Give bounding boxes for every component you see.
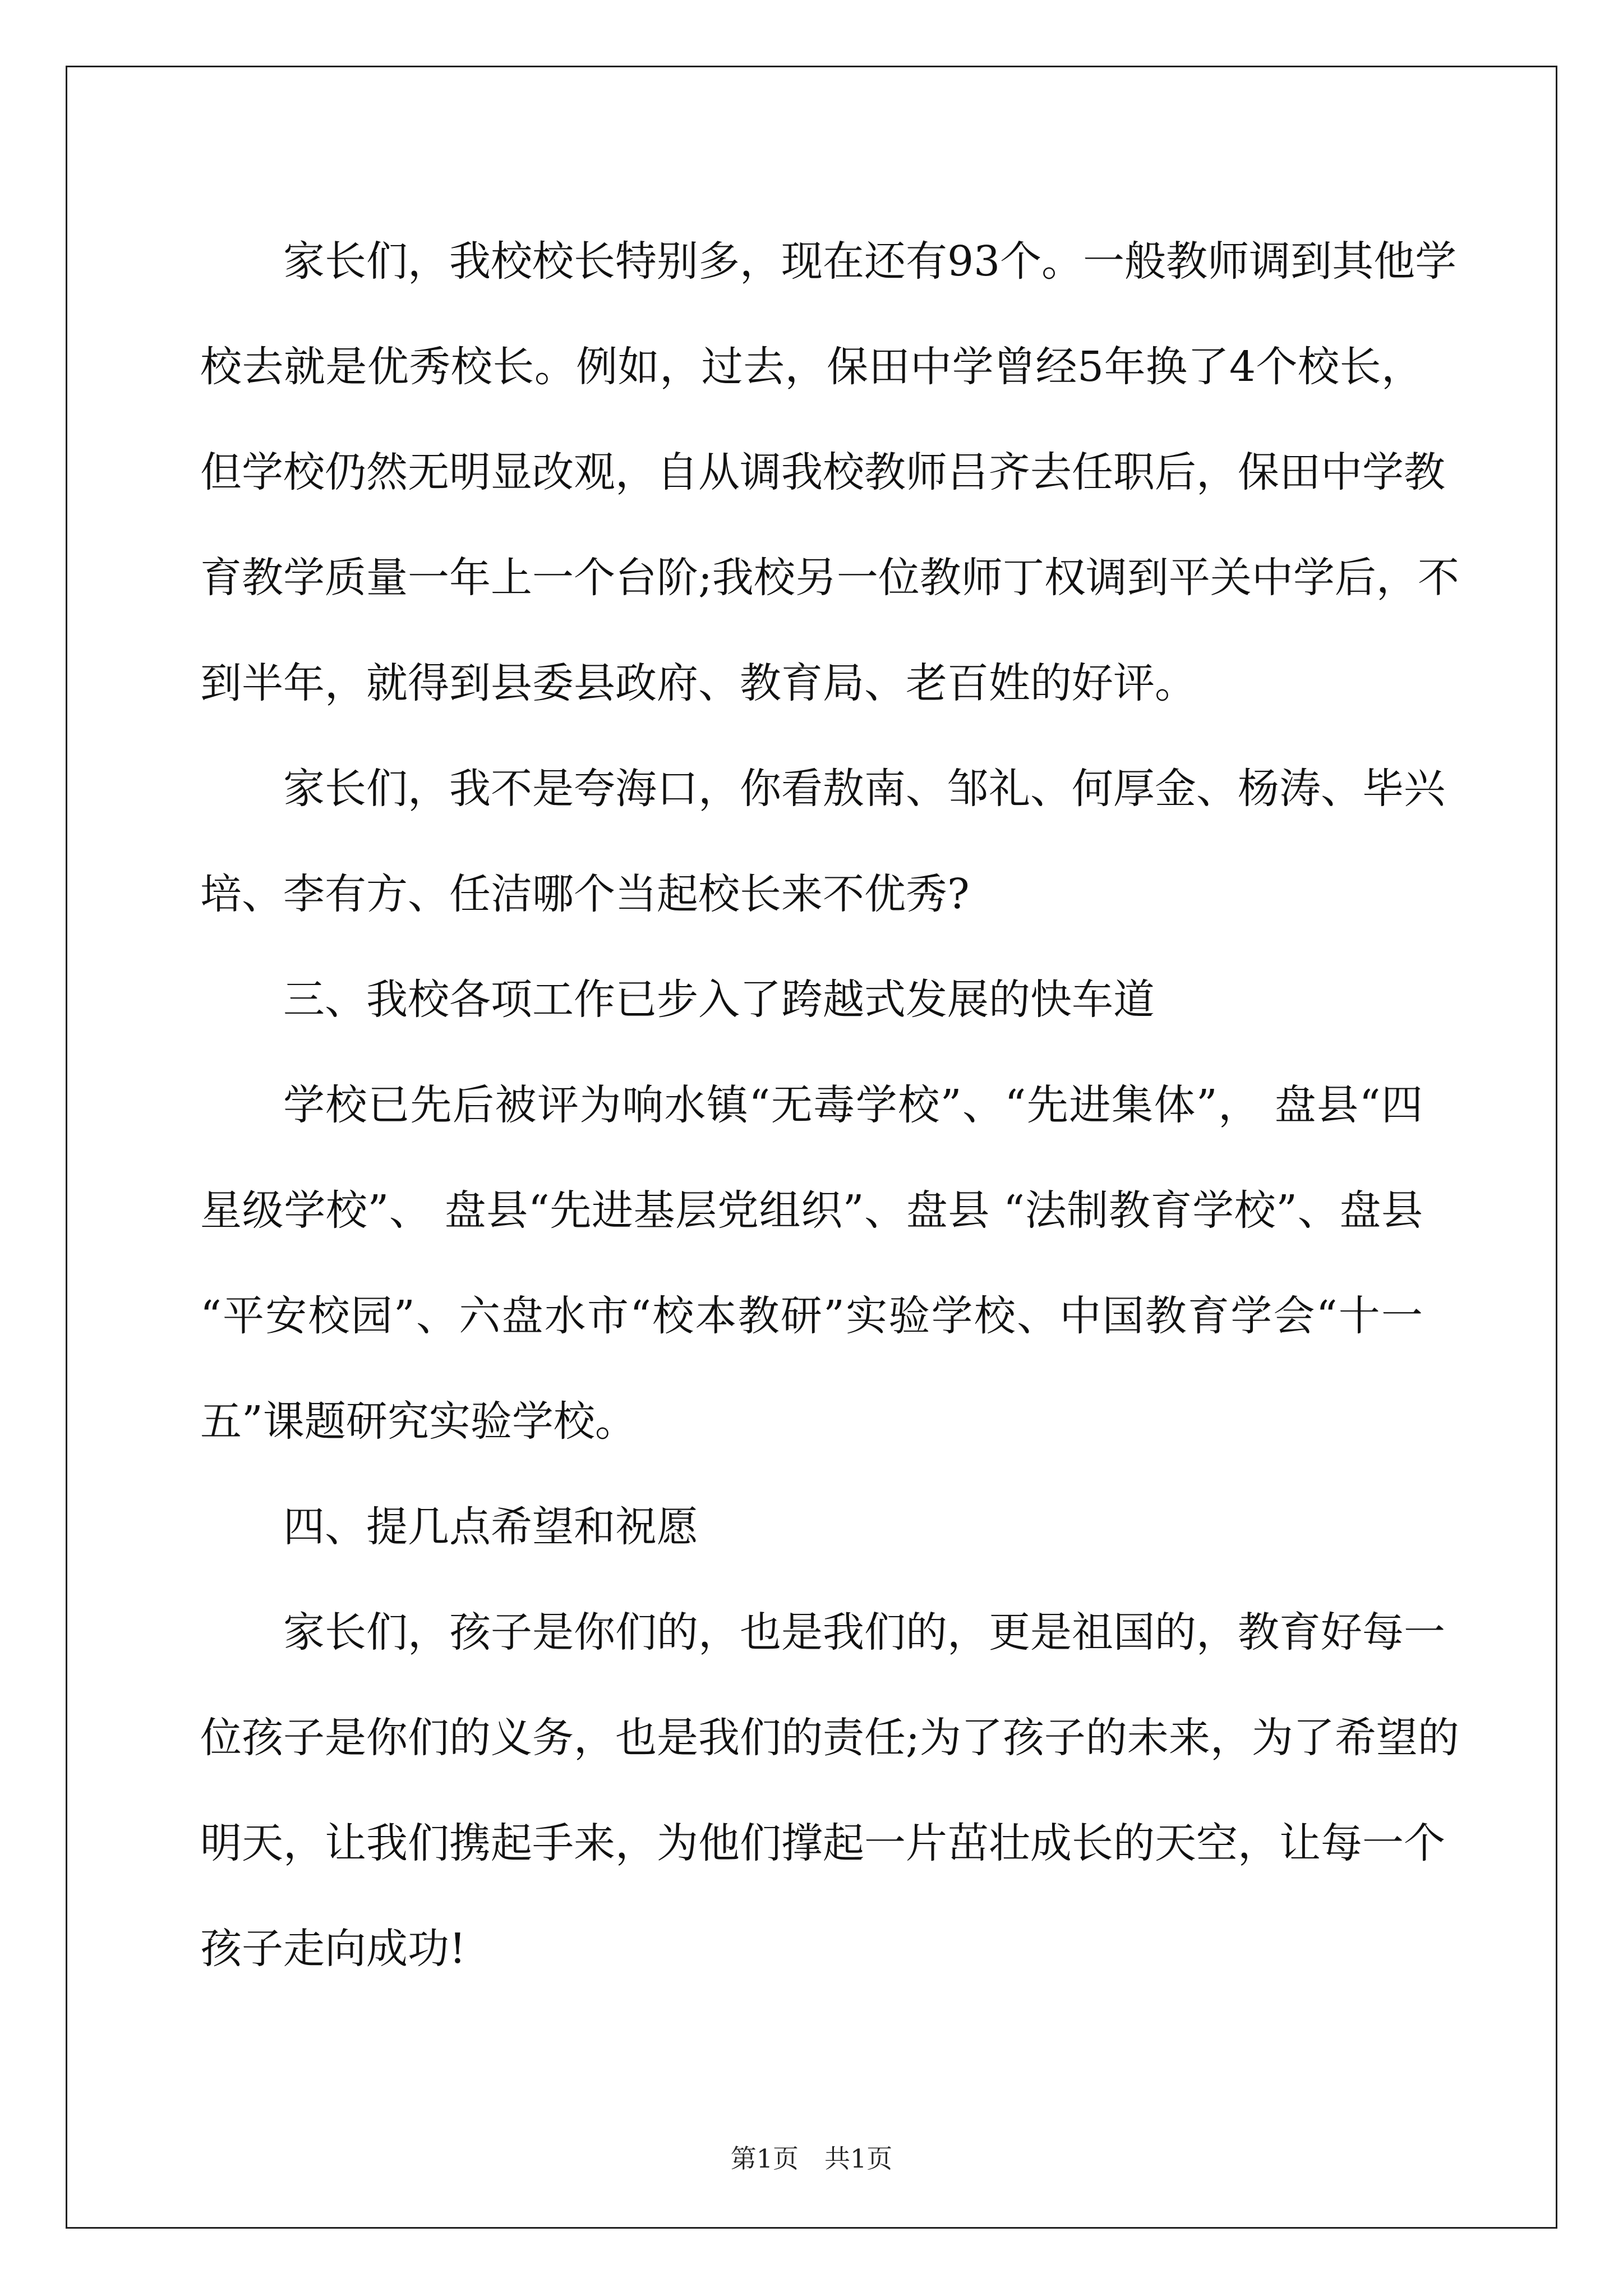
paragraph-4-line-4: 五”课题研究实验学校。	[200, 1397, 637, 1446]
paragraph-6-line-1: 家长们，孩子是你们的，也是我们的，更是祖国的，教育好每一	[283, 1608, 1445, 1657]
paragraph-6-line-3: 明天，让我们携起手来，为他们撑起一片茁壮成长的天空，让每一个	[200, 1819, 1445, 1867]
paragraph-4-line-2: 星级学校”、 盘县“先进基层党组织”、盘县 “法制教育学校”、盘县	[200, 1186, 1423, 1235]
paragraph-2-line-1: 家长们，我不是夸海口，你看敖南、邹礼、何厚金、杨涛、毕兴	[283, 765, 1445, 813]
paragraph-6-line-4: 孩子走向成功!	[200, 1925, 466, 1973]
paragraph-6-line-2: 位孩子是你们的义务，也是我们的责任;为了孩子的未来，为了希望的	[200, 1714, 1459, 1762]
paragraph-4-line-3: “平安校园”、六盘水市“校本教研”实验学校、中国教育学会“十一	[200, 1292, 1423, 1340]
paragraph-1-line-2: 校去就是优秀校长。例如，过去，保田中学曾经5年换了4个校长，	[200, 343, 1423, 391]
paragraph-1-line-1: 家长们，我校校长特别多，现在还有93个。一般教师调到其他学	[283, 237, 1457, 286]
section-heading-3: 三、我校各项工作已步入了跨越式发展的快车道	[283, 976, 1155, 1024]
document-body	[200, 209, 1459, 2001]
paragraph-1-line-5: 到半年，就得到县委县政府、教育局、老百姓的好评。	[200, 659, 1196, 707]
paragraph-1-line-3: 但学校仍然无明显改观，自从调我校教师吕齐去任职后，保田中学教	[200, 448, 1445, 496]
paragraph-4-line-1: 学校已先后被评为响水镇“无毒学校”、“先进集体”， 盘县“四	[283, 1081, 1423, 1129]
page-number-footer: 第1页 共1页	[730, 2143, 893, 2174]
section-heading-4: 四、提几点希望和祝愿	[283, 1503, 698, 1551]
paragraph-1-line-4: 育教学质量一年上一个台阶;我校另一位教师丁权调到平关中学后，不	[200, 554, 1459, 602]
paragraph-2-line-2: 培、李有方、任洁哪个当起校长来不优秀?	[200, 870, 970, 918]
